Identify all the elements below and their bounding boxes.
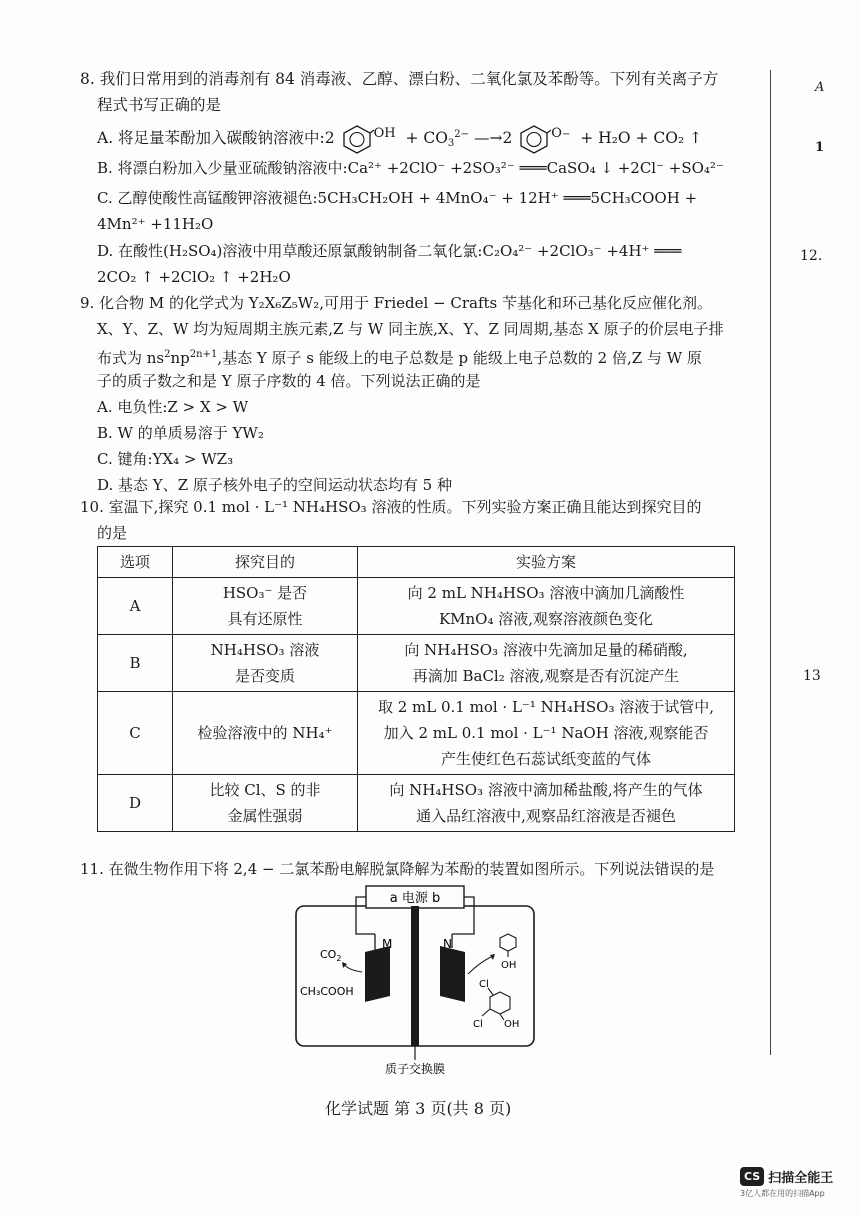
q10-stem-1: 10. 室温下,探究 0.1 mol · L⁻¹ NH₄HSO₃ 溶液的性质。下列实验方案正确且能达到探究目的 (80, 498, 702, 516)
table-cell-option: B (98, 635, 173, 692)
plan-line: 再滴加 BaCl₂ 溶液,观察是否有沉淀产生 (412, 667, 680, 685)
dcp-oh: OH (504, 1019, 520, 1030)
co2-label: $CO_2$ (320, 948, 342, 963)
goal-line: 检验溶液中的 NH₄⁺ (197, 724, 333, 742)
scanner-name: 扫描全能王 (768, 1171, 834, 1186)
goal-line: HSO₃⁻ 是否 (222, 584, 308, 602)
q8-option-b: B. 将漂白粉加入少量亚硫酸钠溶液中:Ca²⁺ +2ClO⁻ +2SO₃²⁻ ═══CaSO₄ ↓ +2Cl⁻ +SO₄²⁻ (97, 159, 724, 177)
q8-option-c-1: C. 乙醇使酸性高锰酸钾溶液褪色:5CH₃CH₂OH + 4MnO₄⁻ + 12H⁺ ═══5CH₃COOH + (97, 189, 698, 207)
table-cell-plan (358, 775, 735, 832)
cl-1: Cl (479, 979, 489, 990)
goal-line: 比较 Cl、S 的非 (209, 781, 321, 799)
table-cell-goal (173, 775, 358, 832)
q8-option-d-1: D. 在酸性(H₂SO₄)溶液中用草酸还原氯酸钠制备二氧化氯:C₂O₄²⁻ +2ClO₃⁻ +4H⁺ ═══ (97, 242, 682, 260)
binding-margin-line (770, 70, 771, 1055)
table-header-plan: 实验方案 (358, 547, 735, 578)
q8-a-arrow: —→2 (473, 129, 513, 147)
goal-line: NH₄HSO₃ 溶液 (210, 641, 320, 659)
scanner-badge-icon: CS (740, 1167, 764, 1186)
table-row (98, 635, 735, 692)
table-cell-plan (358, 578, 735, 635)
plan-line: 向 2 mL NH₄HSO₃ 溶液中滴加几滴酸性 (407, 584, 685, 602)
plan-line: 取 2 mL 0.1 mol · L⁻¹ NH₄HSO₃ 溶液于试管中, (377, 698, 715, 716)
q11-stem: 11. 在微生物作用下将 2,4 − 二氯苯酚电解脱氯降解为苯酚的装置如图所示。下列说法错误的是 (80, 860, 715, 878)
q9-stem-3 (97, 344, 702, 369)
page-footer: 化学试题 第 3 页(共 8 页) (325, 1099, 512, 1118)
plan-line: KMnO₄ 溶液,观察溶液颜色变化 (438, 610, 654, 628)
cl-2: Cl (473, 1019, 483, 1030)
table-cell-plan (358, 635, 735, 692)
scanner-tagline: 3亿人都在用的扫描App (740, 1189, 825, 1198)
table-row (98, 692, 735, 775)
q9-stem-4: 子的质子数之和是 Y 原子序数的 4 倍。下列说法正确的是 (97, 372, 481, 390)
goal-line: 是否变质 (234, 667, 295, 685)
q8-stem-2: 程式书写正确的是 (97, 96, 222, 114)
table-cell-goal (173, 578, 358, 635)
q8-a-o: O (551, 126, 562, 141)
scanner-logo (740, 1167, 833, 1199)
power-label: a 电源 b (389, 891, 441, 906)
table-header-option: 选项 (98, 547, 173, 578)
table-cell-goal (173, 692, 358, 775)
q9-stem-3-post: ,基态 Y 原子 s 能级上的电子总数是 p 能级上电子总数的 2 倍,Z 与 W 原 (217, 349, 702, 367)
q9-stem-3-pre: 布式为 ns (97, 349, 165, 367)
margin-text-2: 1 (815, 140, 825, 155)
q9-sup-2: 2n+1 (189, 349, 218, 360)
label-m: M (382, 937, 393, 951)
membrane-label: 质子交换膜 (384, 1062, 446, 1076)
q8-a-oh: OH (373, 126, 396, 141)
table-cell-goal (173, 635, 358, 692)
arrow-left (344, 964, 362, 972)
q9-stem-2: X、Y、Z、W 均为短周期主族元素,Z 与 W 同主族,X、Y、Z 同周期,基态 X 原子的价层电子排 (97, 320, 724, 338)
table-header-row (98, 547, 735, 578)
dichlorophenol-ring (490, 992, 510, 1014)
q9-stem-1: 9. 化合物 M 的化学式为 Y₂X₆Z₅W₂,可用于 Friedel − Crafts 苄基化和环己基化反应催化剂。 (80, 294, 713, 312)
electrode-n (440, 946, 465, 1002)
q8-option-a (97, 123, 702, 155)
table-row (98, 775, 735, 832)
q9-stem-3-mid: np (170, 349, 190, 367)
q8-a-mid: + CO (405, 129, 448, 147)
electrode-m (365, 946, 390, 1002)
q8-a-tail: + H₂O + CO₂ ↑ (580, 129, 703, 147)
plan-line: 产生使红色石蕊试纸变蓝的气体 (440, 750, 651, 768)
phenoxide-ring-icon (517, 124, 551, 154)
phenol-product-ring (500, 934, 516, 951)
margin-text-4: 13 (803, 668, 821, 684)
goal-line: 具有还原性 (227, 610, 303, 628)
plan-line: 通入品红溶液中,观察品红溶液是否褪色 (416, 807, 676, 825)
q8-a-prefix: A. 将足量苯酚加入碳酸钠溶液中:2 (97, 129, 335, 147)
plan-line: 向 NH₄HSO₃ 溶液中先滴加足量的稀硝酸, (404, 641, 688, 659)
proton-membrane (411, 906, 419, 1046)
phenol-ring-icon (340, 124, 374, 154)
table-cell-option: D (98, 775, 173, 832)
q8-option-d-2: 2CO₂ ↑ +2ClO₂ ↑ +2H₂O (97, 268, 291, 286)
goal-line: 金属性强弱 (227, 807, 303, 825)
plan-line: 向 NH₄HSO₃ 溶液中滴加稀盐酸,将产生的气体 (389, 781, 703, 799)
table-cell-option: C (98, 692, 173, 775)
table-cell-option: A (98, 578, 173, 635)
q8-a-co3-sup: 2− (454, 129, 470, 140)
q9-sup-1: 2 (164, 349, 171, 360)
margin-text-3: 12. (800, 248, 823, 264)
q8-a-co3-sub: 3 (447, 138, 455, 149)
q8-stem-1: 8. 我们日常用到的消毒剂有 84 消毒液、乙醇、漂白粉、二氧化氯及苯酚等。下列有关离子方 (80, 70, 719, 88)
plan-line: 加入 2 mL 0.1 mol · L⁻¹ NaOH 溶液,观察能否 (383, 724, 709, 742)
table-row (98, 578, 735, 635)
table-header-goal: 探究目的 (173, 547, 358, 578)
label-n: N (443, 937, 452, 951)
arrow-right (468, 956, 493, 974)
q10-stem-2: 的是 (97, 524, 128, 542)
q9-option-c: C. 键角:YX₄ > WZ₃ (97, 450, 234, 468)
margin-text-1: A (815, 80, 825, 95)
q9-option-b: B. W 的单质易溶于 YW₂ (97, 424, 264, 442)
q8-a-o-sup: − (561, 129, 571, 140)
q8-option-c-2: 4Mn²⁺ +11H₂O (97, 215, 214, 233)
q9-option-d: D. 基态 Y、Z 原子核外电子的空间运动状态均有 5 种 (97, 476, 452, 494)
q10-table (97, 546, 735, 832)
q9-option-a: A. 电负性:Z > X > W (97, 398, 249, 416)
electrolysis-diagram (290, 882, 540, 1077)
phenol-oh: OH (501, 960, 517, 971)
table-cell-plan (358, 692, 735, 775)
acetic-acid-label: CH₃COOH (300, 985, 354, 998)
